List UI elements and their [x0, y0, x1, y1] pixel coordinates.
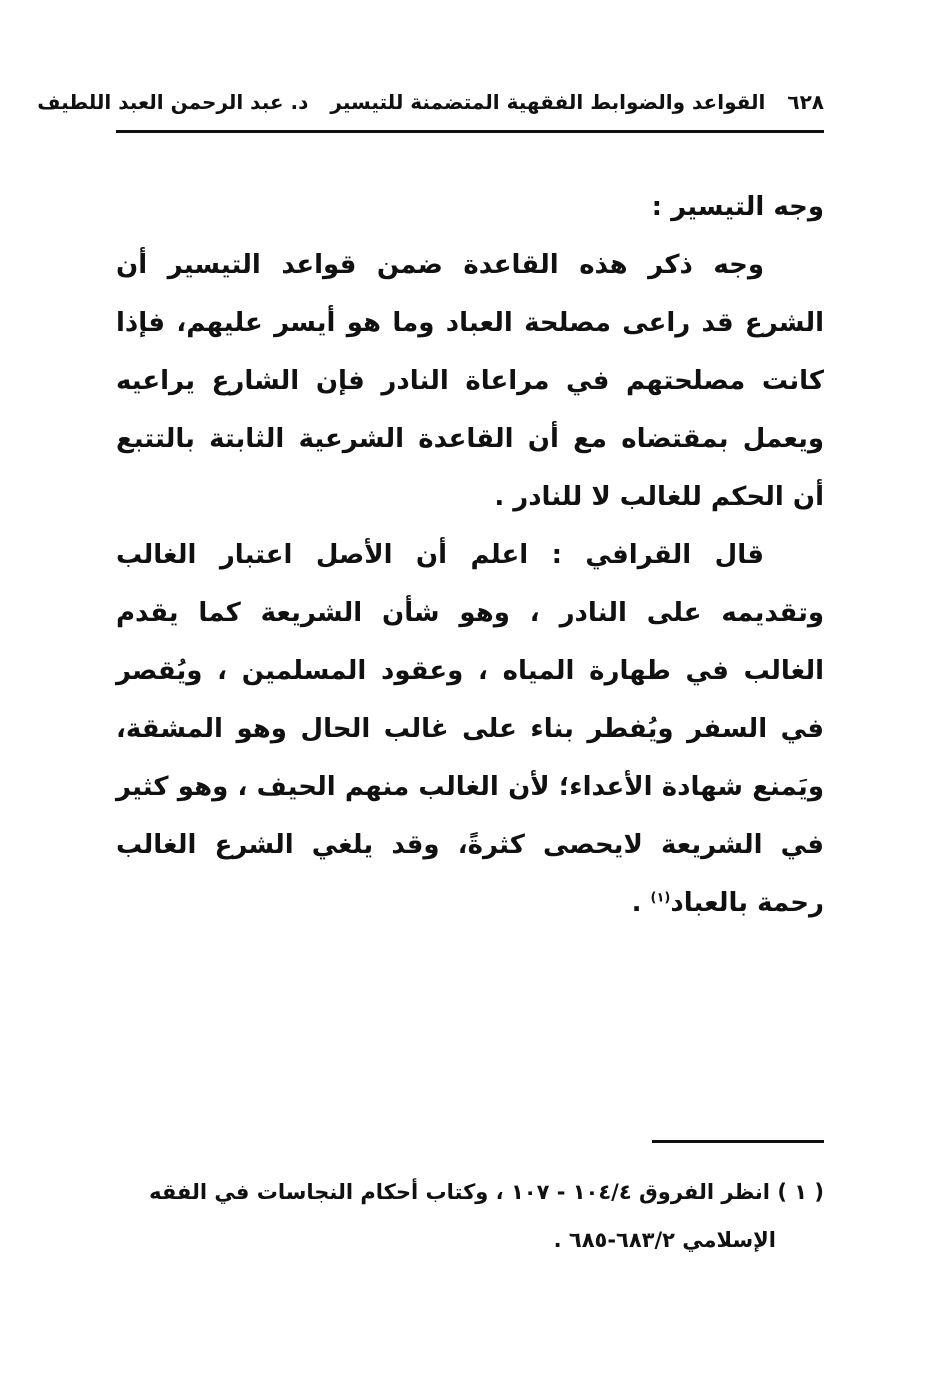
running-header	[37, 84, 824, 120]
paragraph-2-end: .	[631, 888, 651, 918]
paragraph-2-text: قال القرافي : اعلم أن الأصل اعتبار الغالب وتقديمه على النادر ، وهو شأن الشريعة كما يقدم الغالب في طهارة المياه ، وعقود المسلمين ، ويُقصر في السفر ويُفطر بناء على غالب الحال وهو المشقة، ويَمنع شهادة الأعداء؛ لأن الغالب منهم الحيف ، وهو كثير في الشريعة لايحصى كثرةً، وقد يلغي الشرع الغالب رحمة بالعباد	[116, 540, 824, 918]
page-number: ٦٢٨	[787, 90, 824, 114]
footnote-1	[116, 1168, 824, 1264]
header-divider	[116, 130, 824, 133]
footnote-divider	[652, 1140, 824, 1143]
author-name: د. عبد الرحمن العبد اللطيف	[37, 90, 309, 114]
footnote-marker: ( ١ )	[777, 1180, 824, 1204]
footnote-continuation: الإسلامي ٦٨٣/٢-٦٨٥ .	[553, 1228, 776, 1252]
book-title: القواعد والضوابط الفقهية المتضمنة للتيسير	[330, 90, 766, 114]
footnote-reference[interactable]: (١)	[650, 890, 671, 906]
section-heading: وجه التيسير :	[651, 192, 824, 222]
paragraph-2	[116, 526, 824, 932]
footnotes	[116, 1168, 824, 1264]
footnote-text: انظر الفروق ١٠٤/٤ - ١٠٧ ، وكتاب أحكام النجاسات في الفقه	[149, 1180, 771, 1204]
main-text	[116, 178, 824, 932]
paragraph-1: وجه ذكر هذه القاعدة ضمن قواعد التيسير أن الشرع قد راعى مصلحة العباد وما هو أيسر عليهم، فإذا كانت مصلحتهم في مراعاة النادر فإن الشارع يراعيه ويعمل بمقتضاه مع أن القاعدة الشرعية الثابتة بالتتبع أن الحكم للغالب لا للنادر .	[116, 250, 824, 512]
